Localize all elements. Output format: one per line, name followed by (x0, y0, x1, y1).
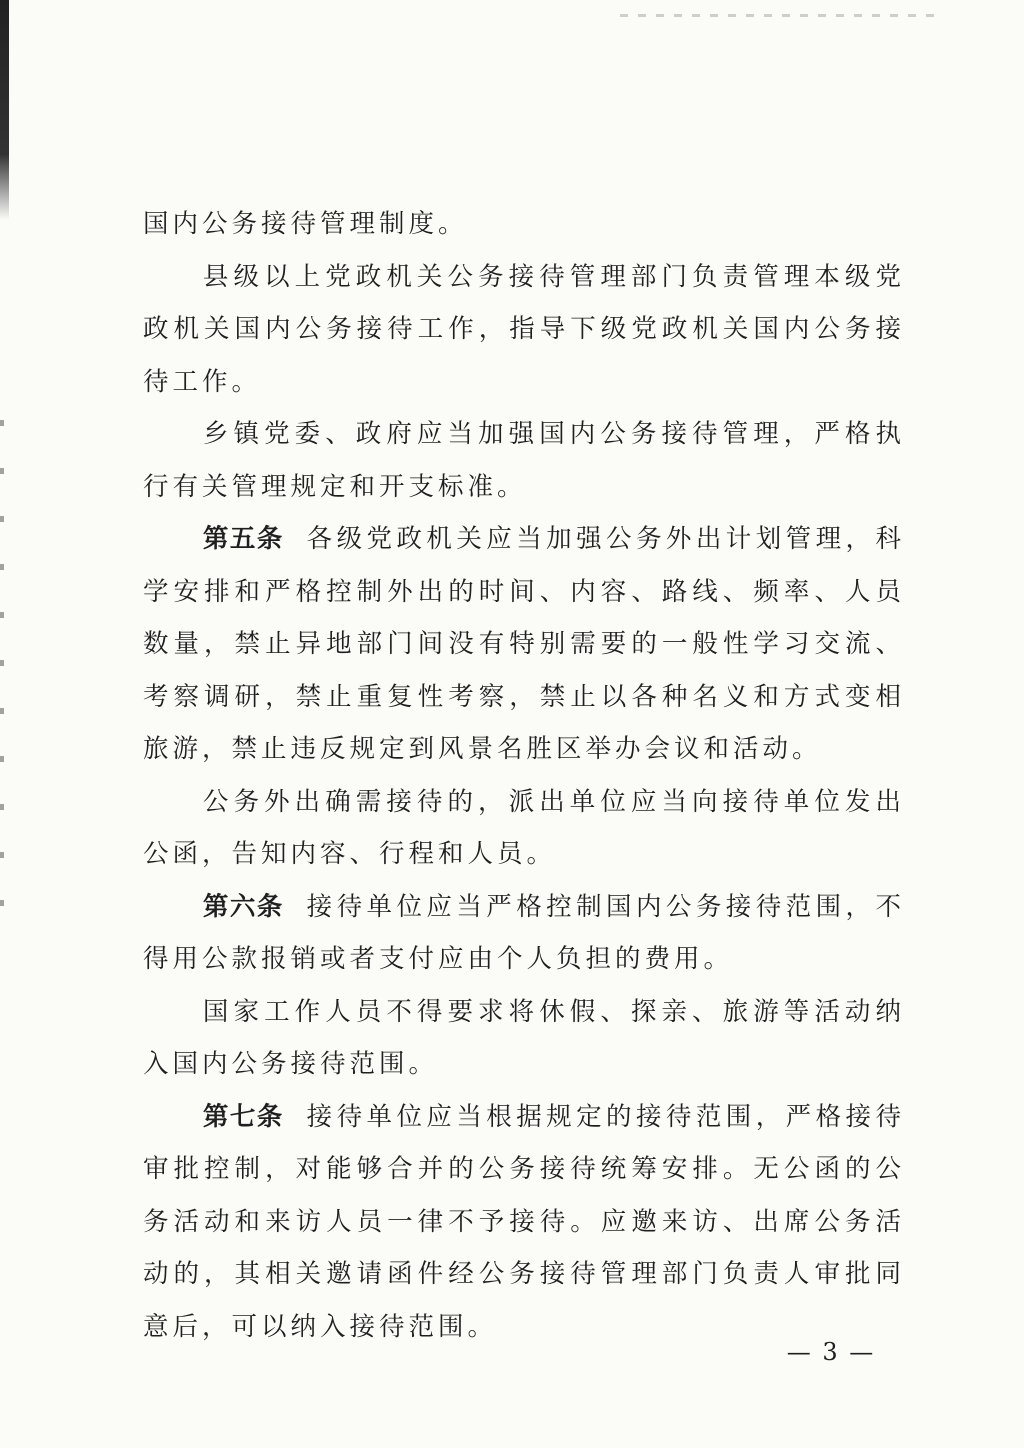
paragraph-5 (143, 776, 905, 881)
page-number: — 3 — (786, 1338, 876, 1366)
article-heading: 第五条 (202, 524, 284, 554)
scan-edge-shadow (0, 0, 9, 220)
paragraph-text: 乡镇党委、政府应当加强国内公务接待管理，严格执行有关管理规定和开支标准。 (143, 419, 905, 502)
paragraph-text: 国内公务接待管理制度。 (143, 209, 468, 239)
paragraph-2 (143, 251, 905, 409)
article-heading: 第六条 (202, 891, 284, 922)
paragraph-text: 接待单位应当严格控制国内公务接待范围，不得用公款报销或者支付应由个人负担的费用。 (143, 891, 905, 974)
paragraph-3 (143, 408, 905, 513)
article-6 (143, 881, 905, 986)
scan-edge-marks (0, 420, 4, 940)
document-body (143, 198, 905, 1353)
paragraph-text: 县级以上党政机关公务接待管理部门负责管理本级党政机关国内公务接待工作，指导下级党政机关国内公务接待工作。 (143, 261, 905, 397)
paragraph-text: 各级党政机关应当加强公务外出计划管理，科学安排和严格控制外出的时间、内容、路线、频率、人员数量，禁止异地部门间没有特别需要的一般性学习交流、考察调研，禁止重复性考察，禁止以各种名义和方式变相旅游，禁止违反规定到风景名胜区举办会议和活动。 (143, 524, 905, 764)
article-heading: 第七条 (202, 1101, 284, 1132)
paragraph-text: 国家工作人员不得要求将休假、探亲、旅游等活动纳入国内公务接待范围。 (143, 996, 905, 1079)
article-5 (143, 513, 905, 776)
paragraph-text: 接待单位应当根据规定的接待范围，严格接待审批控制，对能够合并的公务接待统筹安排。无公函的公务活动和来访人员一律不予接待。应邀来访、出席公务活动的，其相关邀请函件经公务接待管理部门负责人审批同意后，可以纳入接待范围。 (143, 1101, 905, 1342)
article-7 (143, 1091, 905, 1354)
scan-top-dashes (620, 14, 940, 17)
paragraph-7 (143, 986, 905, 1091)
paragraph-text: 公务外出确需接待的，派出单位应当向接待单位发出公函，告知内容、行程和人员。 (143, 786, 905, 869)
paragraph-1 (143, 198, 905, 251)
